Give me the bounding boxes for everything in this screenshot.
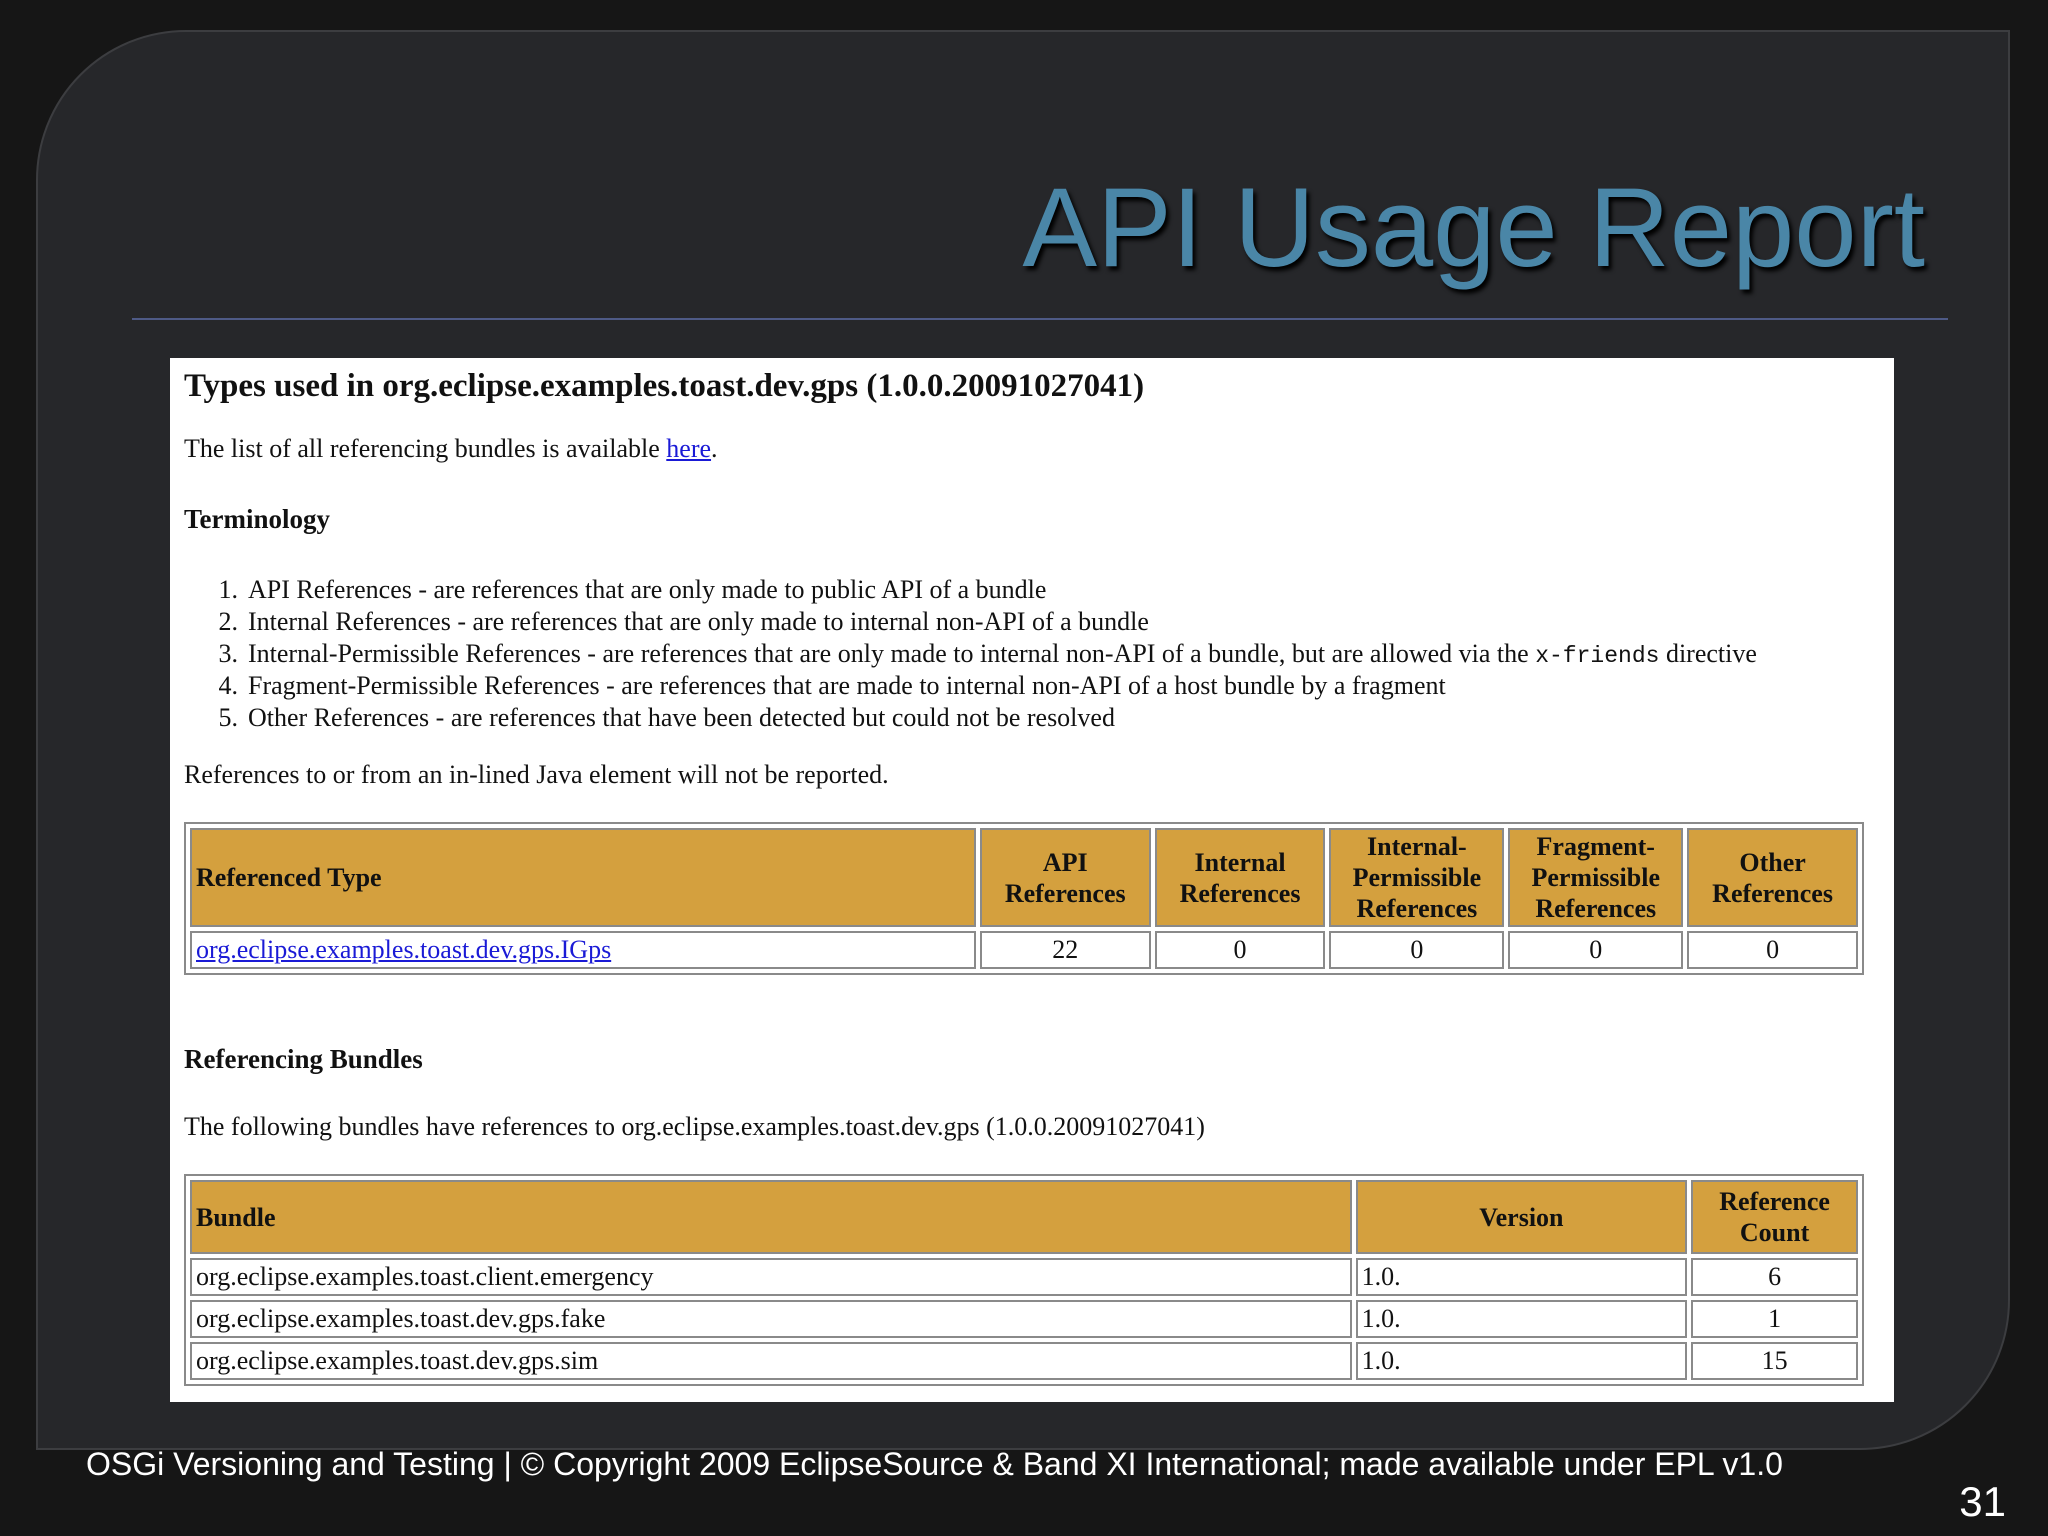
col-fragment-permissible: Fragment-Permissible References xyxy=(1508,828,1683,927)
referenced-type-cell xyxy=(190,931,976,969)
term-number: 4. xyxy=(218,671,238,700)
term-number: 3. xyxy=(218,639,238,668)
term-text: API References - are references that are only made to public API of a bundle xyxy=(248,575,1047,604)
term-number: 2. xyxy=(218,607,238,636)
col-referenced-type: Referenced Type xyxy=(190,828,976,927)
internal-permissible-cell: 0 xyxy=(1329,931,1504,969)
report-heading: Types used in org.eclipse.examples.toast.dev.gps (1.0.0.20091027041) xyxy=(184,368,1145,404)
term-text: Fragment-Permissible References - are references that are made to internal non-API of a host bundle by a fragment xyxy=(248,671,1446,700)
title-divider xyxy=(132,318,1948,320)
col-bundle: Bundle xyxy=(190,1180,1352,1254)
table-row xyxy=(190,1258,1858,1296)
col-internal-references: Internal References xyxy=(1155,828,1326,927)
bundles-intro: The following bundles have references to org.eclipse.examples.toast.dev.gps (1.0.0.20091027041) xyxy=(184,1112,1205,1141)
slide-title: API Usage Report xyxy=(1022,165,1925,290)
internal-references-cell: 0 xyxy=(1155,931,1326,969)
col-api-references: API References xyxy=(980,828,1151,927)
bundles-heading: Referencing Bundles xyxy=(184,1044,423,1074)
referenced-type-link[interactable]: org.eclipse.examples.toast.dev.gps.IGps xyxy=(196,935,612,964)
bundle-cell: org.eclipse.examples.toast.client.emergency xyxy=(190,1258,1352,1296)
col-other-references: Other References xyxy=(1687,828,1858,927)
term-item xyxy=(184,702,1757,734)
count-cell: 1 xyxy=(1691,1300,1858,1338)
version-cell: 1.0. xyxy=(1356,1258,1688,1296)
term-text: Internal References - are references that are only made to internal non-API of a bundle xyxy=(248,607,1149,636)
fragment-permissible-cell: 0 xyxy=(1508,931,1683,969)
intro-paragraph xyxy=(184,434,718,464)
report-panel xyxy=(170,358,1894,1402)
term-item xyxy=(184,606,1757,638)
page-number: 31 xyxy=(1959,1478,2006,1525)
intro-suffix: . xyxy=(711,434,718,463)
term-text: Internal-Permissible References - are references that are only made to internal non-API of a bundle, but are allowed via the xyxy=(248,639,1536,668)
term-text: Other References - are references that have been detected but could not be resolved xyxy=(248,703,1115,732)
term-number: 5. xyxy=(218,703,238,732)
types-header-row xyxy=(190,828,1858,927)
inline-note: References to or from an in-lined Java element will not be reported. xyxy=(184,760,889,789)
count-cell: 6 xyxy=(1691,1258,1858,1296)
types-table xyxy=(184,822,1864,975)
version-cell: 1.0. xyxy=(1356,1342,1688,1380)
other-references-cell: 0 xyxy=(1687,931,1858,969)
table-row xyxy=(190,931,1858,969)
table-row xyxy=(190,1342,1858,1380)
api-references-cell: 22 xyxy=(980,931,1151,969)
bundles-table xyxy=(184,1174,1864,1386)
bundle-cell: org.eclipse.examples.toast.dev.gps.sim xyxy=(190,1342,1352,1380)
term-suffix: directive xyxy=(1659,639,1757,668)
term-item xyxy=(184,638,1757,670)
here-link[interactable]: here xyxy=(666,434,712,463)
x-friends-code: x-friends xyxy=(1535,643,1660,669)
term-item xyxy=(184,670,1757,702)
col-version: Version xyxy=(1356,1180,1688,1254)
terminology-heading: Terminology xyxy=(184,504,331,534)
terminology-list xyxy=(184,574,1757,734)
version-cell: 1.0. xyxy=(1356,1300,1688,1338)
term-number: 1. xyxy=(218,575,238,604)
slide-footer: OSGi Versioning and Testing | © Copyright 2009 EclipseSource & Band XI International; made available under EPL v1.0 xyxy=(86,1446,1783,1482)
count-cell: 15 xyxy=(1691,1342,1858,1380)
intro-prefix: The list of all referencing bundles is available xyxy=(184,434,667,463)
bundle-cell: org.eclipse.examples.toast.dev.gps.fake xyxy=(190,1300,1352,1338)
term-item xyxy=(184,574,1757,606)
bundles-header-row xyxy=(190,1180,1858,1254)
col-reference-count: Reference Count xyxy=(1691,1180,1858,1254)
col-internal-permissible: Internal-Permissible References xyxy=(1329,828,1504,927)
table-row xyxy=(190,1300,1858,1338)
